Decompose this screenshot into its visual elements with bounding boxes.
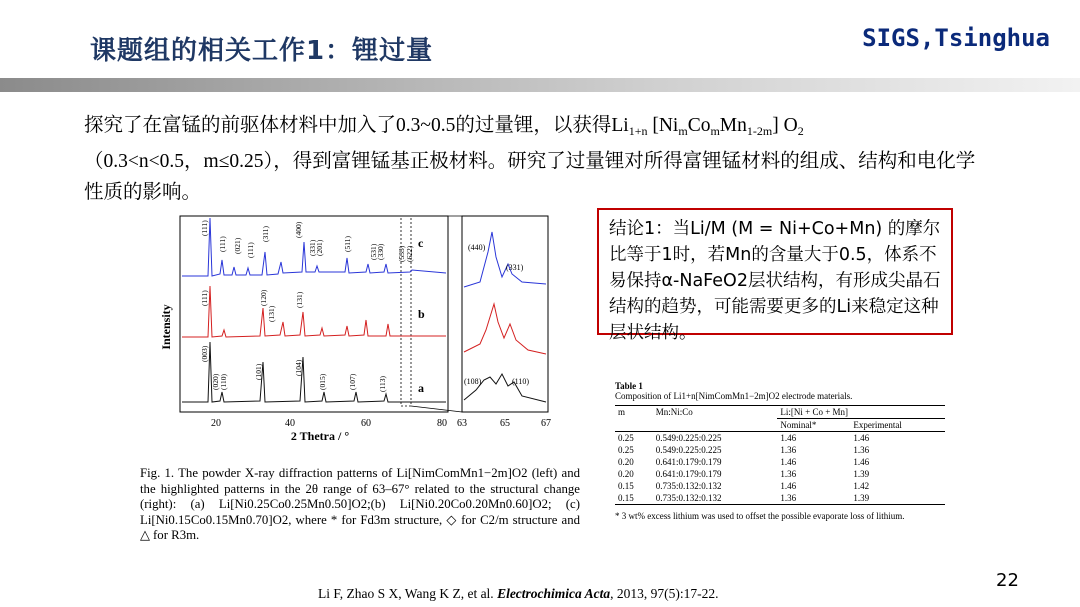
table-row: 0.20 0.641:0.179:0.179 1.36 1.39 [618, 469, 870, 479]
table-subheader-nominal: Nominal* [777, 419, 850, 432]
table-header-ratio: Mn:Ni:Co [655, 407, 693, 418]
intro-text-3: ，得到富锂锰基正极材料。研究了过量锂对所得富锂锰材料的组成、结构和电化学性质的影响。 [84, 149, 976, 203]
pattern-label-c: c [418, 236, 424, 250]
peak-label-b-111: (111) [200, 290, 209, 306]
xrd-pattern-b [182, 286, 446, 337]
zoom-peak-110: (110) [512, 377, 530, 386]
pattern-label-a: a [418, 381, 424, 395]
brand-logo-text: SIGS,Tsinghua [862, 24, 1050, 52]
peak-label-c-531: (531) [369, 243, 378, 260]
table-row: 0.25 0.549:0.225:0.225 1.46 1.46 [618, 433, 870, 443]
table-header-li: Li:[Ni + Co + Mn] [780, 407, 849, 417]
zoom-region-box [401, 216, 411, 406]
peak-label-c-311: (311) [261, 226, 270, 242]
xrd-pattern-a [182, 342, 446, 402]
peak-label-a-101: (101) [254, 363, 263, 380]
table-row: 0.20 0.641:0.179:0.179 1.46 1.46 [618, 457, 870, 467]
conclusion-box: 结论1：当Li/M (M = Ni+Co+Mn) 的摩尔比等于1时，若Mn的含量大于0.5，体系不易保持α-NaFeO2层状结构，有形成尖晶石结构的趋势，可能需要更多的Li来稳定这种层状结构。 [597, 208, 953, 335]
intro-formula: $Li_{1+n}$ $[Ni_mCo_mMn_{1-2m}]$ $O_2$ [611, 115, 804, 138]
reference-journal: Electrochimica Acta [497, 586, 611, 601]
xrd-figure [150, 212, 560, 444]
peak-label-c-021: (021) [233, 237, 242, 254]
table-subheader-experimental: Experimental [850, 419, 945, 432]
table-row: 0.15 0.735:0.132:0.132 1.36 1.39 [615, 492, 945, 505]
peak-label-c-111: (111) [200, 220, 209, 236]
peak-label-a-110: (110) [219, 374, 228, 390]
peak-label-c-111c: (111) [246, 242, 255, 258]
x-tick-40: 40 [285, 418, 295, 429]
table-subtitle: Composition of Li1+n[NimComMn1−2m]O2 electrode materials. [615, 391, 853, 401]
peak-label-a-104: (104) [294, 359, 303, 376]
composition-table [615, 405, 945, 505]
peak-label-a-020: (020) [211, 373, 220, 390]
table-row: 0.15 0.735:0.132:0.132 1.46 1.42 [618, 481, 870, 491]
table-row: 0.25 0.549:0.225:0.225 1.36 1.36 [618, 445, 870, 455]
figure-caption: Fig. 1. The powder X-ray diffraction patterns of Li[NimComMn1−2m]O2 (left) and the highlighted patterns in the 2θ range of 63–67° related to the structural change (right): (a) Li[Ni0.25Co0.25Mn0.50]O2;(b) Li[Ni0.20Co0.20Mn0.60]O2; (c) Li[Ni0.15Co0.15Mn0.70]O2, where * for Fd3m structure, ◇ for C2/m structure and △ for R3m. [140, 466, 580, 542]
peak-label-b-131: (131) [267, 305, 276, 322]
zoom-peak-108: (108) [464, 377, 482, 386]
intro-text-1: 探究了在富锰的前驱体材料中加入了 [84, 113, 397, 136]
page-number: 22 [996, 570, 1019, 591]
x-tick-80: 80 [437, 418, 447, 429]
peak-label-c-400: (400) [294, 221, 303, 238]
x-tick-20: 20 [211, 418, 221, 429]
pattern-label-b: b [418, 307, 425, 321]
x-axis-label: 2 Thetra / ° [290, 429, 350, 443]
table-title: Table 1 [615, 381, 643, 391]
header-divider-bar [0, 78, 1080, 92]
composition-table-block [615, 381, 945, 521]
zoom-pattern-b [464, 304, 546, 354]
y-axis-label: Intensity [159, 304, 173, 350]
peak-label-c-533: (533) [397, 245, 406, 262]
zoom-x-tick-63: 63 [457, 418, 467, 429]
intro-paragraph [84, 110, 984, 207]
peak-label-c-201: (201) [315, 239, 324, 256]
peak-label-c-331: (331) [308, 239, 317, 256]
slide-title: 课题组的相关工作1：锂过量 [90, 36, 434, 66]
peak-label-c-622: (622) [405, 245, 414, 262]
reference-citation: Li F, Zhao S X, Wang K Z, et al. Electrochimica Acta, 2013, 97(5):17-22. [318, 586, 719, 601]
zoom-x-tick-67: 67 [541, 418, 551, 429]
zoom-peak-440: (440) [468, 243, 486, 252]
peak-label-c-330: (330) [376, 243, 385, 260]
intro-text-2: 的过量锂，以获得 [455, 113, 612, 136]
peak-label-b-120: (120) [259, 289, 268, 306]
peak-label-a-113: (113) [378, 376, 387, 392]
x-tick-60: 60 [361, 418, 371, 429]
zoom-pattern-c [464, 232, 546, 287]
peak-label-b-131b: (131) [295, 291, 304, 308]
table-footnote: * 3 wt% excess lithium was used to offset the possible evaporate loss of lithium. [615, 511, 905, 521]
peak-label-c-511: (511) [343, 236, 352, 252]
peak-label-c-111b: (111) [218, 236, 227, 252]
zoom-peak-331: (331) [506, 263, 524, 272]
intro-condition: （0.3<n<0.5，m≤0.25） [84, 151, 274, 172]
intro-range: 0.3~0.5 [396, 115, 456, 136]
table-header-m: m [618, 407, 626, 418]
zoom-x-tick-65: 65 [500, 418, 510, 429]
peak-label-a-003: (003) [200, 345, 209, 362]
peak-label-a-015: (015) [318, 373, 327, 390]
peak-label-a-107: (107) [348, 373, 357, 390]
